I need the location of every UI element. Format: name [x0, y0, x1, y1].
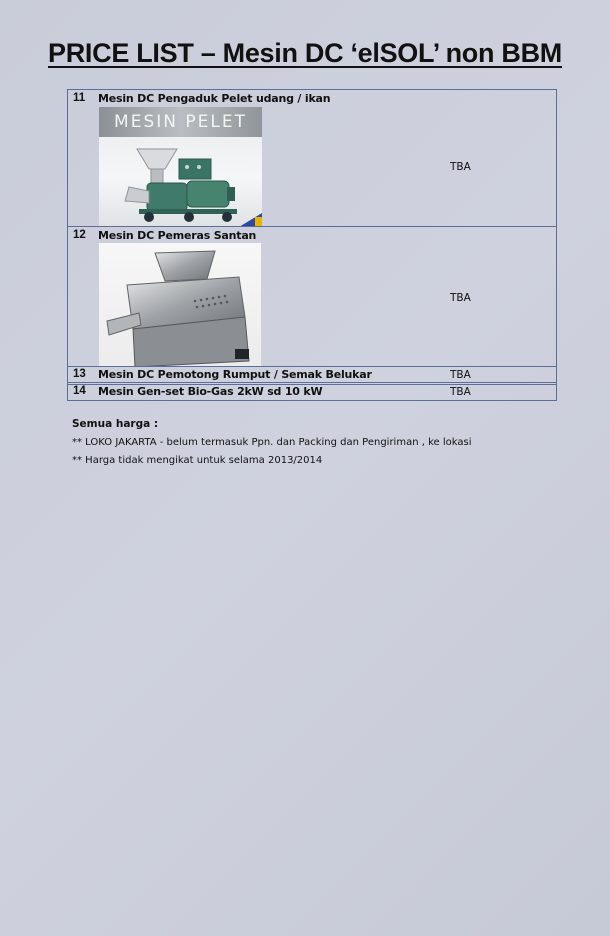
mesin-pelet-photo: [99, 107, 262, 227]
price-notes: [72, 418, 572, 473]
item-name: Mesin DC Pengaduk Pelet udang / ikan: [98, 92, 331, 105]
item-number: 12: [73, 229, 86, 241]
item-number: 11: [73, 92, 86, 104]
pellet-machine-graphic: [99, 107, 262, 227]
item-price: TBA: [450, 161, 471, 173]
page-title: PRICE LIST – Mesin DC ‘elSOL’ non BBM: [48, 38, 562, 68]
note-line: ** Harga tidak mengikat untuk selama 2013/2014: [72, 455, 323, 466]
note-line: ** LOKO JAKARTA - belum termasuk Ppn. dan Packing dan Pengiriman , ke lokasi: [72, 437, 472, 448]
table-row: [68, 90, 556, 226]
item-name: Mesin DC Pemotong Rumput / Semak Belukar: [98, 368, 372, 381]
notes-heading: Semua harga :: [72, 418, 159, 430]
item-number: 14: [73, 385, 86, 397]
item-price: TBA: [450, 386, 471, 398]
item-price: TBA: [450, 369, 471, 381]
item-price: TBA: [450, 292, 471, 304]
table-row: [68, 366, 556, 382]
item-number: 13: [73, 368, 86, 380]
price-table: [67, 89, 557, 401]
pemeras-santan-photo: [99, 243, 261, 367]
item-name: Mesin Gen-set Bio-Gas 2kW sd 10 kW: [98, 385, 323, 398]
item-name: Mesin DC Pemeras Santan: [98, 229, 257, 242]
table-row: [68, 226, 556, 366]
photo-caption: MESIN PELET: [114, 112, 247, 132]
table-row: [68, 382, 556, 400]
coconut-press-graphic: [99, 243, 261, 367]
